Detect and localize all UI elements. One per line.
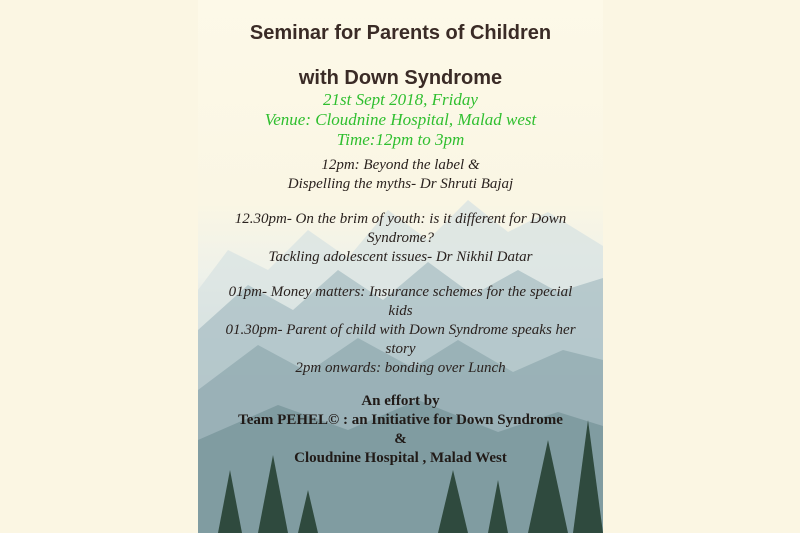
program-item-1-line-2: Dispelling the myths- Dr Shruti Bajaj	[287, 176, 514, 192]
program-item-2-line-2: Syndrome?	[367, 230, 434, 246]
effort-line-4: Cloudnine Hospital , Malad West	[294, 450, 507, 466]
program-item-2-line-1: 12.30pm- On the brim of youth: is it different for Down	[234, 211, 567, 227]
effort-line-1: An effort by	[361, 393, 440, 409]
effort-line-2: Team PEHEL© : an Initiative for Down Syndrome	[238, 412, 563, 428]
program-item-2-line-3: Tackling adolescent issues- Dr Nikhil Datar	[268, 249, 533, 265]
program-item-4-line-1: 01.30pm- Parent of child with Down Syndrome speaks her	[225, 322, 576, 338]
program-item-4-line-2: story	[385, 341, 416, 357]
event-venue: Venue: Cloudnine Hospital, Malad west	[264, 110, 537, 129]
event-date: 21st Sept 2018, Friday	[323, 90, 478, 109]
poster-text	[198, 0, 603, 468]
program-item-1-line-1: 12pm: Beyond the label &	[321, 157, 480, 173]
effort-line-3: &	[394, 431, 407, 447]
program-item-5: 2pm onwards: bonding over Lunch	[295, 360, 506, 376]
event-time: Time:12pm to 3pm	[336, 130, 465, 149]
seminar-poster	[198, 0, 603, 533]
poster-title-line-1: Seminar for Parents of Children	[249, 22, 552, 44]
program-item-3-line-1: 01pm- Money matters: Insurance schemes for the special	[228, 284, 573, 300]
poster-title-line-2: with Down Syndrome	[298, 67, 503, 89]
program-item-3-line-2: kids	[388, 303, 413, 319]
